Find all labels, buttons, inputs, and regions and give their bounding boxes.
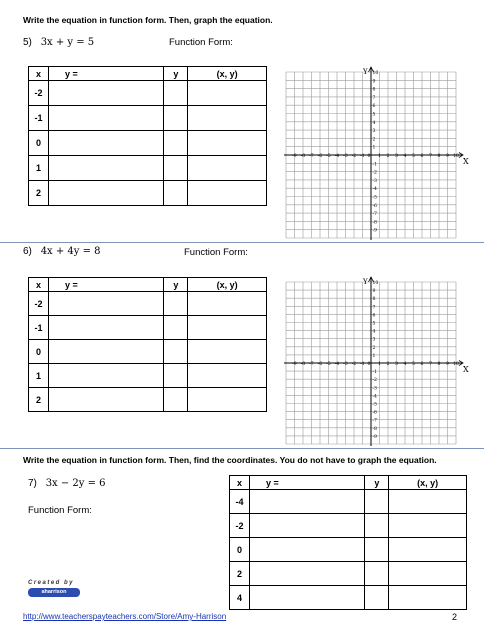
y-value-cell[interactable] bbox=[164, 181, 188, 206]
table-row bbox=[230, 490, 467, 514]
y-tick-label: 10 bbox=[372, 281, 379, 286]
y-tick-label: 1 bbox=[372, 353, 376, 359]
x-tick-label: 9 bbox=[446, 362, 449, 367]
header-y: y bbox=[164, 67, 188, 81]
function-form-label: Function Form: bbox=[184, 247, 248, 258]
x-tick-label: 4 bbox=[403, 154, 407, 159]
y-tick-label: 7 bbox=[372, 95, 376, 101]
x-tick-label: 3 bbox=[395, 154, 398, 159]
header-x: x bbox=[29, 67, 49, 81]
y-tick-label: -9 bbox=[372, 228, 377, 234]
x-tick-label: -8 bbox=[300, 154, 306, 159]
x-tick-label: 2 bbox=[386, 154, 390, 159]
y-value-cell[interactable] bbox=[164, 106, 188, 131]
y-value-cell[interactable] bbox=[365, 514, 389, 538]
table-header-row bbox=[29, 278, 267, 292]
coordinate-cell[interactable] bbox=[188, 316, 267, 340]
y-tick-label: -7 bbox=[372, 212, 377, 218]
x-axis-label: X bbox=[463, 365, 469, 374]
x-tick-label: -3 bbox=[343, 362, 348, 367]
x-value: 2 bbox=[29, 388, 49, 412]
x-tick-label: 4 bbox=[403, 362, 407, 367]
y-tick-label: 8 bbox=[372, 297, 376, 303]
x-tick-label: 8 bbox=[437, 362, 441, 367]
table-row bbox=[29, 156, 267, 181]
table-header-row bbox=[230, 476, 467, 490]
y-value-cell[interactable] bbox=[365, 562, 389, 586]
y-tick-label: 2 bbox=[372, 137, 376, 143]
problem-number: 6) bbox=[23, 246, 32, 257]
header-y-equals: y = bbox=[48, 278, 164, 292]
problem-6 bbox=[23, 246, 101, 257]
y-expression-cell[interactable] bbox=[48, 364, 164, 388]
instructions-graph: Write the equation in function form. Then, graph the equation. bbox=[23, 15, 273, 25]
table-row bbox=[29, 292, 267, 316]
x-tick-label: 3 bbox=[395, 362, 398, 367]
coordinate-cell[interactable] bbox=[188, 292, 267, 316]
y-expression-cell[interactable] bbox=[48, 131, 164, 156]
x-tick-label: 1 bbox=[378, 154, 381, 159]
y-expression-cell[interactable] bbox=[249, 562, 365, 586]
y-expression-cell[interactable] bbox=[249, 586, 365, 610]
header-xy: (x, y) bbox=[188, 278, 267, 292]
y-tick-label: 4 bbox=[372, 120, 376, 126]
table-row bbox=[230, 586, 467, 610]
y-tick-label: 6 bbox=[372, 313, 376, 319]
y-value-cell[interactable] bbox=[365, 538, 389, 562]
x-tick-label: -7 bbox=[309, 362, 314, 367]
y-expression-cell[interactable] bbox=[48, 388, 164, 412]
y-tick-label: -9 bbox=[372, 434, 377, 440]
x-tick-label: 7 bbox=[429, 154, 432, 159]
header-y-equals: y = bbox=[48, 67, 164, 81]
x-value: 1 bbox=[29, 156, 49, 181]
y-tick-label: 9 bbox=[372, 79, 376, 85]
x-tick-label: 10 bbox=[453, 154, 459, 159]
x-value: 0 bbox=[230, 538, 250, 562]
x-tick-label: 6 bbox=[420, 154, 424, 159]
table-row bbox=[29, 316, 267, 340]
y-expression-cell[interactable] bbox=[249, 538, 365, 562]
table-row bbox=[29, 106, 267, 131]
x-tick-label: -7 bbox=[309, 154, 314, 159]
x-tick-label: -9 bbox=[292, 154, 297, 159]
y-tick-label: -5 bbox=[372, 402, 377, 408]
y-tick-label: 10 bbox=[372, 71, 379, 76]
table-problem-5 bbox=[28, 66, 267, 206]
x-tick-label: -9 bbox=[292, 362, 297, 367]
y-value-cell[interactable] bbox=[164, 316, 188, 340]
y-tick-label: 3 bbox=[372, 337, 376, 343]
x-tick-label: 1 bbox=[378, 362, 381, 367]
y-tick-label: -2 bbox=[372, 378, 377, 384]
y-value-cell[interactable] bbox=[164, 388, 188, 412]
y-tick-label: 3 bbox=[372, 129, 376, 135]
x-tick-label: 5 bbox=[412, 154, 415, 159]
x-tick-label: -1 bbox=[360, 362, 365, 367]
table-row bbox=[29, 364, 267, 388]
header-y: y bbox=[164, 278, 188, 292]
x-tick-label: 7 bbox=[429, 362, 432, 367]
logo-created-by: Created by bbox=[28, 580, 75, 586]
x-value: 0 bbox=[29, 340, 49, 364]
y-value-cell[interactable] bbox=[164, 340, 188, 364]
header-x: x bbox=[230, 476, 250, 490]
x-tick-label: -4 bbox=[334, 154, 340, 159]
y-tick-label: -4 bbox=[372, 394, 377, 400]
coordinate-cell[interactable] bbox=[188, 131, 267, 156]
table-row bbox=[230, 514, 467, 538]
footer-store-link[interactable]: http://www.teacherspayteachers.com/Store/Amy-Harrison bbox=[23, 612, 227, 621]
section-divider bbox=[0, 448, 484, 449]
x-value: 4 bbox=[230, 586, 250, 610]
y-tick-label: 2 bbox=[372, 345, 376, 351]
y-value-cell[interactable] bbox=[365, 586, 389, 610]
y-tick-label: -1 bbox=[372, 370, 377, 376]
x-tick-label: -8 bbox=[300, 362, 306, 367]
creator-logo bbox=[28, 580, 80, 597]
problem-equation: 4x + 4y = 8 bbox=[40, 246, 101, 257]
y-tick-label: -3 bbox=[372, 178, 377, 184]
x-tick-label: -6 bbox=[317, 154, 323, 159]
y-tick-label: -3 bbox=[372, 386, 377, 392]
x-tick-label: 10 bbox=[453, 362, 459, 367]
problem-7 bbox=[28, 478, 106, 489]
x-tick-label: -2 bbox=[351, 362, 357, 367]
y-axis-label: Y bbox=[363, 278, 368, 286]
table-row bbox=[29, 131, 267, 156]
coordinate-cell[interactable] bbox=[389, 538, 467, 562]
y-tick-label: -6 bbox=[372, 410, 377, 416]
table-problem-7 bbox=[229, 475, 467, 610]
y-tick-label: -8 bbox=[372, 426, 377, 432]
problem-equation: 3x − 2y = 6 bbox=[45, 478, 106, 489]
problem-number: 7) bbox=[28, 478, 37, 489]
logo-badge: aharrison bbox=[28, 588, 80, 597]
y-tick-label: -8 bbox=[372, 220, 377, 226]
header-x: x bbox=[29, 278, 49, 292]
y-expression-cell[interactable] bbox=[249, 514, 365, 538]
header-y-equals: y = bbox=[249, 476, 365, 490]
x-value: -2 bbox=[29, 292, 49, 316]
page-number: 2 bbox=[452, 612, 458, 622]
y-value-cell[interactable] bbox=[164, 156, 188, 181]
coordinate-cell[interactable] bbox=[389, 586, 467, 610]
coordinate-cell[interactable] bbox=[389, 490, 467, 514]
x-value: 2 bbox=[230, 562, 250, 586]
x-value: -2 bbox=[230, 514, 250, 538]
coordinate-cell[interactable] bbox=[188, 181, 267, 206]
table-row bbox=[230, 562, 467, 586]
x-tick-label: -2 bbox=[351, 154, 357, 159]
x-tick-label: 9 bbox=[446, 154, 449, 159]
y-axis-label: Y bbox=[363, 68, 368, 76]
y-value-cell[interactable] bbox=[164, 131, 188, 156]
coordinate-cell[interactable] bbox=[188, 156, 267, 181]
header-xy: (x, y) bbox=[188, 67, 267, 81]
instructions-coordinates: Write the equation in function form. Then, find the coordinates. You do not have to graph the equation. bbox=[23, 455, 437, 465]
table-problem-6 bbox=[28, 277, 267, 412]
x-tick-label: -5 bbox=[326, 362, 331, 367]
y-tick-label: -7 bbox=[372, 418, 377, 424]
x-tick-label: 2 bbox=[386, 362, 390, 367]
problem-5 bbox=[23, 37, 94, 48]
problem-equation: 3x + y = 5 bbox=[40, 37, 95, 48]
x-value: -1 bbox=[29, 316, 49, 340]
table-header-row bbox=[29, 67, 267, 81]
function-form-label: Function Form: bbox=[28, 505, 92, 516]
x-tick-label: -1 bbox=[360, 154, 365, 159]
y-expression-cell[interactable] bbox=[48, 340, 164, 364]
function-form-label: Function Form: bbox=[169, 37, 233, 48]
y-tick-label: 6 bbox=[372, 104, 376, 110]
coordinate-cell[interactable] bbox=[389, 514, 467, 538]
x-value: -4 bbox=[230, 490, 250, 514]
y-tick-label: 5 bbox=[372, 321, 376, 327]
y-expression-cell[interactable] bbox=[48, 292, 164, 316]
header-xy: (x, y) bbox=[389, 476, 467, 490]
y-tick-label: 4 bbox=[372, 329, 376, 335]
y-tick-label: -2 bbox=[372, 170, 377, 176]
y-tick-label: -5 bbox=[372, 195, 377, 201]
y-tick-label: -6 bbox=[372, 203, 377, 209]
y-value-cell[interactable] bbox=[164, 364, 188, 388]
y-tick-label: -4 bbox=[372, 187, 377, 193]
y-value-cell[interactable] bbox=[164, 292, 188, 316]
x-value: 0 bbox=[29, 131, 49, 156]
coordinate-cell[interactable] bbox=[389, 562, 467, 586]
origin-label: 0 bbox=[367, 362, 371, 367]
x-tick-label: -4 bbox=[334, 362, 340, 367]
y-tick-label: -1 bbox=[372, 162, 377, 168]
header-y: y bbox=[365, 476, 389, 490]
y-expression-cell[interactable] bbox=[48, 181, 164, 206]
x-tick-label: -6 bbox=[317, 362, 323, 367]
table-row bbox=[29, 81, 267, 106]
origin-label: 0 bbox=[367, 154, 371, 159]
y-expression-cell[interactable] bbox=[249, 490, 365, 514]
coordinate-cell[interactable] bbox=[188, 340, 267, 364]
coordinate-cell[interactable] bbox=[188, 364, 267, 388]
coordinate-cell[interactable] bbox=[188, 106, 267, 131]
y-expression-cell[interactable] bbox=[48, 316, 164, 340]
y-tick-label: 7 bbox=[372, 305, 376, 311]
x-tick-label: 5 bbox=[412, 362, 415, 367]
table-row bbox=[29, 388, 267, 412]
x-tick-label: 6 bbox=[420, 362, 424, 367]
x-value: 2 bbox=[29, 181, 49, 206]
x-value: 1 bbox=[29, 364, 49, 388]
x-value: -1 bbox=[29, 106, 49, 131]
table-row bbox=[29, 181, 267, 206]
y-expression-cell[interactable] bbox=[48, 156, 164, 181]
y-expression-cell[interactable] bbox=[48, 106, 164, 131]
table-row bbox=[230, 538, 467, 562]
table-row bbox=[29, 340, 267, 364]
coordinate-cell[interactable] bbox=[188, 388, 267, 412]
x-tick-label: -3 bbox=[343, 154, 348, 159]
y-value-cell[interactable] bbox=[365, 490, 389, 514]
coordinate-cell[interactable] bbox=[188, 81, 267, 106]
y-expression-cell[interactable] bbox=[48, 81, 164, 106]
y-tick-label: 1 bbox=[372, 145, 376, 151]
problem-number: 5) bbox=[23, 37, 32, 48]
y-tick-label: 5 bbox=[372, 112, 376, 118]
x-tick-label: 8 bbox=[437, 154, 441, 159]
section-divider bbox=[0, 242, 484, 243]
y-tick-label: 8 bbox=[372, 87, 376, 93]
coordinate-grid-problem-5[interactable] bbox=[280, 66, 470, 242]
y-value-cell[interactable] bbox=[164, 81, 188, 106]
x-value: -2 bbox=[29, 81, 49, 106]
y-tick-label: 9 bbox=[372, 289, 376, 295]
x-tick-label: -5 bbox=[326, 154, 331, 159]
coordinate-grid-problem-6[interactable] bbox=[280, 276, 470, 448]
x-axis-label: X bbox=[463, 157, 469, 166]
